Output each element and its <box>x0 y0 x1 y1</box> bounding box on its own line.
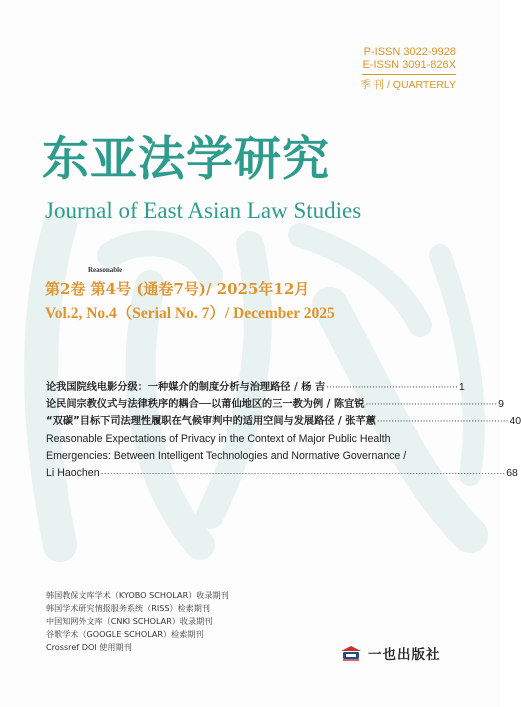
toc-item-1[interactable] <box>46 379 465 396</box>
indexing-list <box>46 589 229 654</box>
table-of-contents <box>46 379 521 482</box>
toc-page-number: 1 <box>458 381 465 393</box>
toc-item-title-line-2: Emergencies: Between Intelligent Technologies and Normative Governance / <box>46 450 407 462</box>
toc-item-author: Li Haochen <box>46 467 100 479</box>
toc-page-number: 9 <box>498 398 504 410</box>
publication-frequency: 季 刊 / QUARTERLY <box>360 79 456 91</box>
indexing-item: 韩国学术研究情报服务系统（RISS）检索期刊 <box>46 602 210 613</box>
toc-item-title: 论民间宗教仪式与法律秩序的耦合──以莆仙地区的三一教为例 / 陈宜锐 <box>46 399 365 410</box>
toc-item-4[interactable] <box>46 431 518 482</box>
toc-item-title: 论我国院线电影分级：一种媒介的制度分析与治理路径 / 杨 吉 <box>46 382 326 393</box>
publisher-name: 一也出版社 <box>368 647 441 663</box>
journal-title-chinese: 东亚法学研究 <box>42 132 330 187</box>
toc-leader-dots: ·············································· <box>376 417 509 427</box>
toc-page-number: 40 <box>509 415 521 427</box>
issue-info-english: Vol.2, No.4（Serial No. 7）/ December 2025 <box>45 305 335 322</box>
issue-info-chinese: 第2卷 第4号 (通卷7号)/ 2025年12月 <box>45 280 310 298</box>
toc-leader-dots: ·············································· <box>365 400 498 410</box>
electronic-issn: E-ISSN 3091-826X <box>362 59 456 75</box>
toc-item-title-line-1: Reasonable Expectations of Privacy in the Context of Major Public Health <box>46 433 391 445</box>
publisher-logo-icon <box>340 644 362 662</box>
toc-item-2[interactable] <box>46 396 504 413</box>
indexing-item: 谷歌学术（GOOGLE SCHOLAR）检索期刊 <box>46 628 204 639</box>
journal-title-english: Journal of East Asian Law Studies <box>45 198 362 223</box>
toc-leader-dots: ······································································································································· <box>100 468 506 478</box>
toc-leader-dots: ·············································· <box>326 383 458 393</box>
publisher <box>340 643 441 663</box>
toc-item-title: “双碳”目标下司法理性履职在气候审判中的适用空间与发展路径 / 张芊蕙 <box>46 416 376 427</box>
issn-block <box>360 46 456 92</box>
print-issn: P-ISSN 3022-9928 <box>363 46 456 58</box>
indexing-item: Crossref DOI 使用期刊 <box>46 641 132 652</box>
indexing-item: 韩国教保文库学术（KYOBO SCHOLAR）收录期刊 <box>46 590 229 600</box>
small-note: Reasonable <box>88 266 123 274</box>
indexing-item: 中国知网外文库（CNKI SCHOLAR）收录期刊 <box>46 615 213 626</box>
toc-page-number: 68 <box>506 467 518 479</box>
toc-item-3[interactable] <box>46 413 521 430</box>
